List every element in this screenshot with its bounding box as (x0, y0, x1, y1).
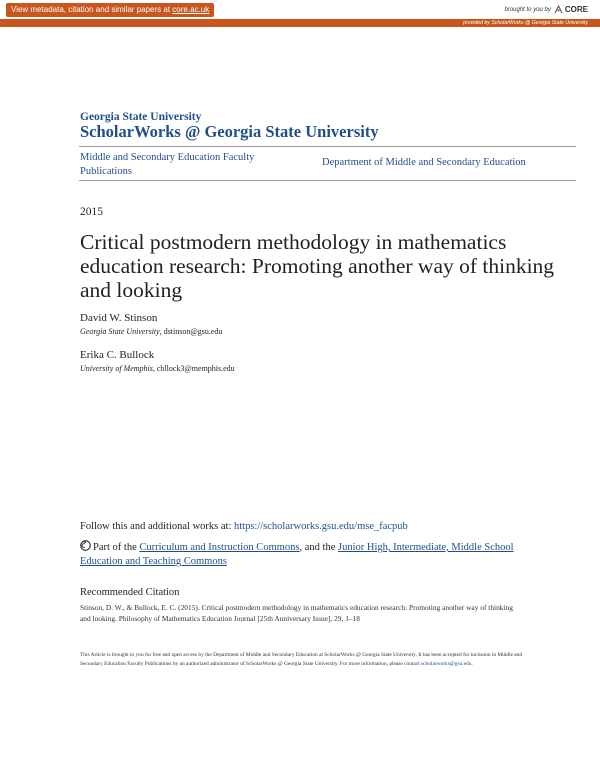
divider-top (79, 146, 576, 147)
author-name: Erika C. Bullock (80, 349, 155, 361)
provided-by-text: provided by ScholarWorks @ Georgia State University (463, 20, 588, 26)
recommended-citation-heading: Recommended Citation (80, 587, 180, 598)
part-of-prefix: Part of the (93, 542, 140, 553)
core-logo[interactable] (554, 5, 588, 14)
institution-name[interactable]: Georgia State University (80, 111, 202, 123)
core-logo-text: CORE (564, 5, 588, 14)
core-banner (0, 0, 600, 30)
author-affiliation (80, 364, 235, 373)
footer-notice (80, 651, 530, 669)
repository-name[interactable]: ScholarWorks @ Georgia State University (80, 122, 379, 141)
follow-url-link[interactable]: https://scholarworks.gsu.edu/mse_facpub (234, 521, 408, 532)
publication-year: 2015 (80, 206, 103, 218)
curriculum-commons-link[interactable]: Curriculum and Instruction Commons (139, 542, 300, 553)
collection-link[interactable]: Middle and Secondary Education Faculty Publications (80, 152, 255, 177)
footer-text: This Article is brought to you for free and open access by the Department of Middle and Secondary Education at ScholarWorks @ Georgia State University. It has been accepted for inclusion in Middle and Secondary Education Faculty Publications by an authorized administrator of ScholarWorks @ Georgia State University. For more information, please contact (80, 652, 523, 667)
brought-by-label: brought to you by (504, 6, 551, 13)
author-affiliation (80, 327, 222, 336)
part-of-line (80, 540, 540, 569)
core-link-prefix: View metadata, citation and similar papers at (11, 5, 173, 14)
contact-email-link[interactable]: scholarworks@gsu.edu (421, 661, 472, 667)
affiliation-institution: Georgia State University (80, 327, 160, 336)
author-email: , dstinson@gsu.edu (159, 327, 223, 336)
core-logo-icon (554, 5, 563, 14)
divider-bottom (79, 180, 576, 181)
and-text: , and the (299, 542, 338, 553)
affiliation-institution: University of Memphis (80, 364, 153, 373)
follow-line (80, 521, 408, 532)
core-site-link[interactable]: core.ac.uk (172, 5, 210, 14)
author-name: David W. Stinson (80, 312, 158, 324)
creative-commons-icon (80, 540, 91, 551)
department-link[interactable]: Department of Middle and Secondary Education (322, 157, 526, 168)
article-title: Critical postmodern methodology in mathematics education research: Promoting another way of thinking and looking (80, 230, 555, 302)
footer-end: . (471, 661, 473, 667)
author-email: , cbllock3@memphis.edu (152, 364, 235, 373)
core-metadata-link[interactable] (6, 3, 214, 17)
middle-school-commons-link[interactable]: Junior High, Intermediate, Middle School Education and Teaching Commons (80, 542, 514, 567)
brought-to-you-by (505, 5, 589, 14)
follow-label: Follow this and additional works at: (80, 521, 234, 532)
recommended-citation-text: Stinson, D. W., & Bullock, E. C. (2015). Critical postmodern methodology in mathematics education research: Promoting another way of thinking and looking. Philosophy of Mathematics Education Journal [25th Anniversary Issue], 29, 1–18 (80, 603, 513, 623)
